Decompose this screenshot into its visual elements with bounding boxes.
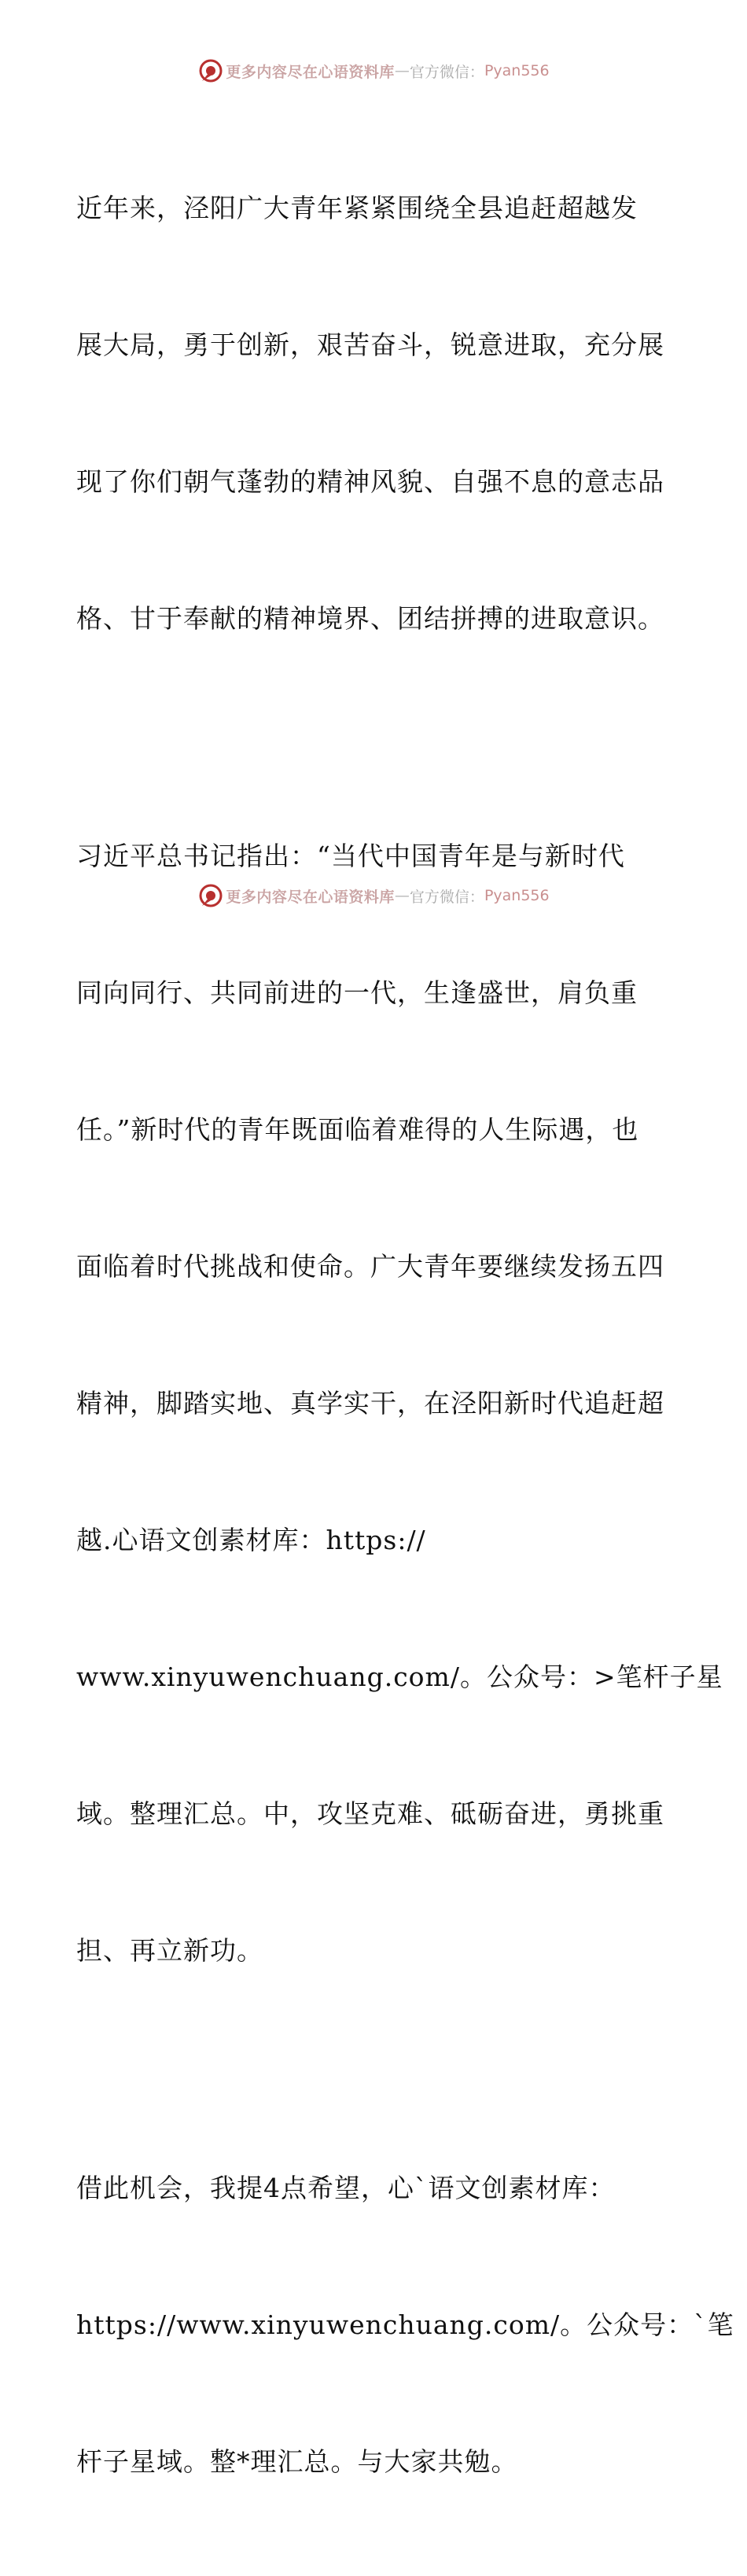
text-line: 现了你们朝气蓬勃的精神风貌、自强不息的意志品: [76, 466, 664, 497]
text-line: 借此机会，我提4点希望，心`语文创素材库：: [76, 2173, 616, 2203]
banner-separator: —: [394, 62, 410, 79]
banner-separator: —: [394, 887, 410, 904]
footer-banner: [0, 880, 747, 911]
text-line: 杆子星域。整*理汇总。与大家共勉。: [76, 2446, 518, 2477]
text-line: 越.心语文创素材库：https://: [76, 1525, 426, 1555]
text-line: www.xinyuwenchuang.com/。公众号：>笔杆子星: [76, 1662, 723, 1692]
text-line: 域。整理汇总。中，攻坚克难、砥砺奋进，勇挑重: [76, 1798, 664, 1829]
text-line: 同向同行、共同前进的一代，生逢盛世，肩负重: [76, 977, 638, 1008]
pen-logo-icon: [197, 882, 224, 909]
banner-wechat-id: Pyan556: [484, 62, 550, 79]
banner-main-text: 更多内容尽在心语资料库: [226, 888, 395, 906]
text-line: 习近平总书记指出：“当代中国青年是与新时代: [76, 841, 625, 871]
paragraph-2: [76, 742, 723, 2065]
banner-wechat-label: 官方微信：: [409, 888, 484, 906]
text-line: 担、再立新功。: [76, 1935, 263, 1966]
document-body: [76, 94, 734, 2576]
pen-logo-icon: [197, 57, 224, 84]
header-banner: [0, 55, 747, 86]
banner-wechat-id: Pyan556: [484, 887, 550, 904]
paragraph-1: [76, 94, 674, 733]
text-line: 近年来，泾阳广大青年紧紧围绕全县追赶超越发: [76, 193, 638, 223]
text-line: 精神，脚踏实地、真学实干，在泾阳新时代追赶超: [76, 1388, 664, 1419]
paragraph-3: [76, 2074, 734, 2576]
text-line: 展大局，勇于创新，艰苦奋斗，锐意进取，充分展: [76, 329, 664, 360]
banner-wechat-label: 官方微信：: [409, 63, 484, 81]
text-line: https://www.xinyuwenchuang.com/。公众号：`笔: [76, 2309, 734, 2340]
text-line: 面临着时代挑战和使命。广大青年要继续发扬五四: [76, 1251, 664, 1282]
banner-main-text: 更多内容尽在心语资料库: [226, 63, 395, 81]
text-line: 任。”新时代的青年既面临着难得的人生际遇，也: [76, 1114, 639, 1145]
text-line: 格、甘于奉献的精神境界、团结拼搏的进取意识。: [76, 603, 664, 634]
